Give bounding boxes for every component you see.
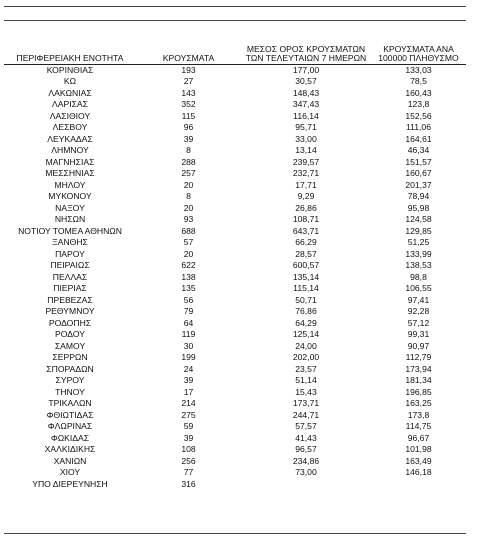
cell-per100k: 106,55 — [405, 283, 432, 293]
cell-cases: 20 — [183, 179, 194, 190]
table-row — [4, 145, 466, 157]
cell-region: ΧΙΟΥ — [59, 467, 81, 477]
table-body — [4, 64, 466, 490]
cell-region: ΚΩ — [63, 76, 77, 86]
header-rule — [4, 20, 466, 21]
cell-cases: 93 — [183, 214, 194, 224]
cell-cases: 17 — [183, 386, 194, 397]
cell-avg7: 643,71 — [292, 225, 320, 236]
cell-cases: 39 — [183, 133, 194, 144]
cell-region: ΛΗΜΝΟΥ — [51, 145, 89, 155]
cell-cases: 257 — [181, 168, 196, 178]
cell-cases: 8 — [186, 145, 191, 155]
cell-avg7: 76,86 — [295, 306, 317, 316]
cell-region: ΡΟΔΟΥ — [55, 329, 85, 339]
cell-avg7: 115,14 — [293, 283, 319, 293]
cell-avg7 — [241, 479, 371, 491]
cell-per100k: 146,18 — [405, 467, 432, 477]
cell-avg7: 108,71 — [292, 214, 320, 224]
cell-cases: 8 — [186, 191, 191, 201]
cell-cases: 30 — [183, 340, 194, 351]
cell-avg7: 64,29 — [295, 317, 317, 328]
cell-avg7: 148,43 — [292, 87, 320, 98]
cell-cases: 214 — [181, 398, 196, 408]
cell-per100k: 46,34 — [407, 145, 430, 155]
cell-cases: 256 — [181, 455, 196, 466]
cell-per100k: 95,98 — [407, 202, 430, 213]
cell-per100k: 152,56 — [405, 110, 432, 121]
cell-per100k: 196,85 — [405, 386, 432, 397]
table-row — [4, 237, 466, 249]
cell-avg7: 96,57 — [295, 444, 317, 454]
cell-region: ΠΡΕΒΕΖΑΣ — [47, 294, 93, 305]
cell-cases: 39 — [183, 432, 194, 443]
bottom-rule — [4, 533, 466, 534]
cell-avg7: 28,57 — [295, 248, 317, 259]
cell-region: ΡΕΘΥΜΝΟΥ — [45, 306, 95, 316]
cell-per100k: 181,34 — [405, 375, 432, 385]
cases-table — [4, 38, 466, 490]
table-row — [4, 352, 466, 364]
cell-cases: 24 — [183, 363, 194, 374]
cell-avg7: 116,14 — [293, 110, 319, 121]
cell-per100k: 160,43 — [405, 87, 432, 98]
cell-per100k: 112,79 — [405, 352, 432, 362]
cell-region: ΠΙΕΡΙΑΣ — [53, 283, 87, 293]
table-row — [4, 203, 466, 215]
cell-region: ΜΕΣΣΗΝΙΑΣ — [45, 168, 95, 178]
cell-region: ΛΕΣΒΟΥ — [52, 122, 88, 132]
top-rule — [4, 6, 466, 7]
cell-avg7: 600,57 — [292, 260, 320, 270]
table-row — [4, 157, 466, 169]
table-row — [4, 375, 466, 387]
cell-avg7: 232,71 — [292, 168, 320, 178]
cell-region: ΤΗΝΟΥ — [55, 386, 85, 397]
cell-region: ΣΑΜΟΥ — [54, 340, 86, 351]
cell-region: ΧΑΛΚΙΔΙΚΗΣ — [44, 444, 96, 454]
cell-per100k: 57,12 — [407, 317, 430, 328]
cell-per100k: 124,58 — [405, 214, 432, 224]
cell-region: ΣΠΟΡΑΔΩΝ — [46, 363, 94, 374]
cell-cases: 316 — [181, 478, 196, 489]
cell-cases: 143 — [181, 87, 196, 98]
cell-region: ΤΡΙΚΑΛΩΝ — [48, 398, 92, 408]
cell-region: ΣΕΡΡΩΝ — [52, 352, 88, 362]
cell-per100k: 97,41 — [407, 294, 430, 305]
cell-per100k: 96,67 — [407, 432, 430, 443]
cell-avg7: 15,43 — [295, 386, 317, 397]
cell-avg7: 33,00 — [295, 133, 317, 144]
table-row — [4, 479, 466, 491]
cell-region: ΠΑΡΟΥ — [55, 248, 85, 259]
cell-per100k: 160,67 — [405, 168, 432, 178]
cell-per100k: 129,85 — [405, 225, 432, 236]
cell-per100k: 133,99 — [405, 248, 432, 259]
cell-avg7: 95,71 — [295, 122, 317, 132]
table-row — [4, 99, 466, 111]
cell-per100k — [371, 479, 466, 491]
cell-avg7: 13,14 — [295, 145, 317, 155]
cell-avg7: 41,43 — [295, 432, 317, 443]
cell-cases: 135 — [181, 283, 196, 293]
cell-per100k: 163,49 — [405, 455, 432, 466]
table-row — [4, 364, 466, 376]
header-region: ΠΕΡΙΦΕΡΕΙΑΚΗ ΕΝΟΤΗΤΑ — [4, 38, 136, 64]
table-row — [4, 134, 466, 146]
table-row — [4, 421, 466, 433]
cell-region: ΡΟΔΟΠΗΣ — [48, 317, 92, 328]
cell-per100k: 201,37 — [405, 179, 432, 190]
table-row — [4, 272, 466, 284]
cell-per100k: 133,03 — [405, 64, 432, 75]
cell-per100k: 101,98 — [405, 444, 432, 454]
cell-per100k: 173,94 — [405, 363, 432, 374]
table-row — [4, 283, 466, 295]
cell-avg7: 73,00 — [295, 467, 317, 477]
cell-per100k: 164,61 — [405, 133, 432, 144]
cell-per100k: 111,06 — [405, 122, 431, 132]
cell-region: ΝΗΣΩΝ — [54, 214, 86, 224]
cell-region: ΛΑΚΩΝΙΑΣ — [48, 87, 92, 98]
table-row — [4, 398, 466, 410]
cell-cases: 57 — [183, 237, 194, 247]
cell-avg7: 57,57 — [295, 421, 317, 431]
cell-cases: 622 — [181, 260, 196, 270]
cell-cases: 56 — [183, 294, 194, 305]
cell-cases: 39 — [183, 375, 194, 385]
cell-cases: 108 — [181, 444, 196, 454]
cell-cases: 193 — [181, 64, 196, 75]
table-header-row — [4, 38, 466, 64]
cell-per100k: 51,25 — [407, 237, 430, 247]
cell-avg7: 30,57 — [295, 76, 317, 86]
cell-avg7: 9,29 — [297, 191, 315, 201]
cell-region: ΜΗΛΟΥ — [54, 179, 86, 190]
table-row — [4, 387, 466, 399]
table-row — [4, 88, 466, 100]
cell-region: ΦΘΙΩΤΙΔΑΣ — [46, 409, 94, 420]
cell-avg7: 125,14 — [292, 329, 320, 339]
cell-avg7: 239,57 — [292, 156, 320, 167]
cell-region: ΠΕΛΛΑΣ — [52, 271, 88, 282]
cell-cases: 77 — [183, 467, 194, 477]
cell-region: ΧΑΝΙΩΝ — [53, 455, 87, 466]
cell-per100k: 99,31 — [407, 329, 430, 339]
table-row — [4, 76, 466, 88]
cell-per100k: 78,5 — [410, 76, 427, 86]
cell-region: ΜΑΓΝΗΣΙΑΣ — [45, 156, 95, 167]
cell-region: ΛΕΥΚΑΔΑΣ — [47, 133, 93, 144]
table-row — [4, 111, 466, 123]
cell-region: ΛΑΣΙΘΙΟΥ — [49, 110, 91, 121]
table-row — [4, 191, 466, 203]
cell-avg7: 173,71 — [292, 398, 320, 408]
cell-per100k: 98,8 — [410, 271, 427, 282]
table-row — [4, 444, 466, 456]
cell-avg7: 24,00 — [295, 340, 317, 351]
cell-avg7: 234,86 — [292, 455, 320, 466]
cell-cases: 115 — [181, 110, 196, 121]
table-row — [4, 306, 466, 318]
cell-cases: 352 — [181, 99, 196, 109]
cell-cases: 288 — [181, 156, 196, 167]
table-row — [4, 456, 466, 468]
cell-per100k: 92,28 — [407, 306, 430, 316]
cell-region: ΛΑΡΙΣΑΣ — [52, 99, 88, 109]
cell-cases: 96 — [183, 122, 194, 132]
cell-avg7: 50,71 — [295, 294, 317, 305]
table-row — [4, 180, 466, 192]
table-row — [4, 341, 466, 353]
table-row — [4, 64, 466, 76]
cell-avg7: 202,00 — [292, 352, 320, 362]
table-row — [4, 329, 466, 341]
header-avg7: ΜΕΣΟΣ ΟΡΟΣ ΚΡΟΥΣΜΑΤΩΝ ΤΩΝ ΤΕΛΕΥΤΑΙΩΝ 7 ΗΜΕΡΩΝ — [241, 38, 371, 64]
cell-region: ΦΛΩΡΙΝΑΣ — [47, 421, 93, 431]
cell-cases: 64 — [183, 317, 194, 328]
cell-region: ΝΑΞΟΥ — [55, 202, 85, 213]
cell-region: ΝΟΤΙΟΥ ΤΟΜΕΑ ΑΘΗΝΩΝ — [18, 225, 122, 236]
cell-avg7: 66,29 — [295, 237, 317, 247]
table-row — [4, 226, 466, 238]
cell-per100k: 138,53 — [405, 260, 432, 270]
table-row — [4, 214, 466, 226]
cell-cases: 119 — [181, 329, 196, 339]
cell-avg7: 347,43 — [292, 99, 320, 109]
cell-cases: 199 — [181, 352, 196, 362]
header-cases: ΚΡΟΥΣΜΑΤΑ — [136, 38, 241, 64]
cell-region: ΣΥΡΟΥ — [55, 375, 85, 385]
cell-avg7: 17,71 — [295, 179, 317, 190]
table-row — [4, 433, 466, 445]
cell-avg7: 51,14 — [295, 375, 317, 385]
cell-cases: 59 — [183, 421, 194, 431]
table-row — [4, 410, 466, 422]
cell-per100k: 123,8 — [407, 99, 430, 109]
cell-avg7: 23,57 — [295, 363, 317, 374]
cell-per100k: 78,94 — [407, 191, 430, 201]
cell-per100k: 173,8 — [407, 409, 430, 420]
table-row — [4, 260, 466, 272]
cell-per100k: 114,75 — [405, 421, 432, 431]
cell-per100k: 151,57 — [405, 156, 432, 167]
table-row — [4, 249, 466, 261]
cell-region: ΥΠΟ ΔΙΕΡΕΥΝΗΣΗ — [32, 478, 108, 489]
cell-region: ΦΩΚΙΔΑΣ — [50, 432, 90, 443]
cell-avg7: 177,00 — [292, 64, 320, 75]
cell-cases: 79 — [183, 306, 194, 316]
cell-cases: 138 — [181, 271, 196, 282]
cell-region: ΚΟΡΙΝΘΙΑΣ — [46, 64, 94, 75]
table-row — [4, 467, 466, 479]
cell-cases: 27 — [183, 76, 194, 86]
cell-per100k: 163,25 — [405, 398, 432, 408]
cell-cases: 20 — [183, 248, 194, 259]
cell-region: ΞΑΝΘΗΣ — [52, 237, 88, 247]
cell-cases: 688 — [181, 225, 196, 236]
cell-avg7: 26,86 — [295, 202, 317, 213]
cell-cases: 275 — [181, 409, 196, 420]
cell-cases: 20 — [183, 202, 194, 213]
cell-region: ΜΥΚΟΝΟΥ — [48, 191, 92, 201]
cell-region: ΠΕΙΡΑΙΩΣ — [50, 260, 90, 270]
table-row — [4, 168, 466, 180]
table-row — [4, 318, 466, 330]
table-row — [4, 295, 466, 307]
cell-avg7: 135,14 — [292, 271, 320, 282]
cell-per100k: 90,97 — [407, 340, 430, 351]
cell-avg7: 244,71 — [292, 409, 320, 420]
header-per100k: ΚΡΟΥΣΜΑΤΑ ΑΝΑ 100000 ΠΛΗΘΥΣΜΟ — [371, 38, 466, 64]
table-row — [4, 122, 466, 134]
